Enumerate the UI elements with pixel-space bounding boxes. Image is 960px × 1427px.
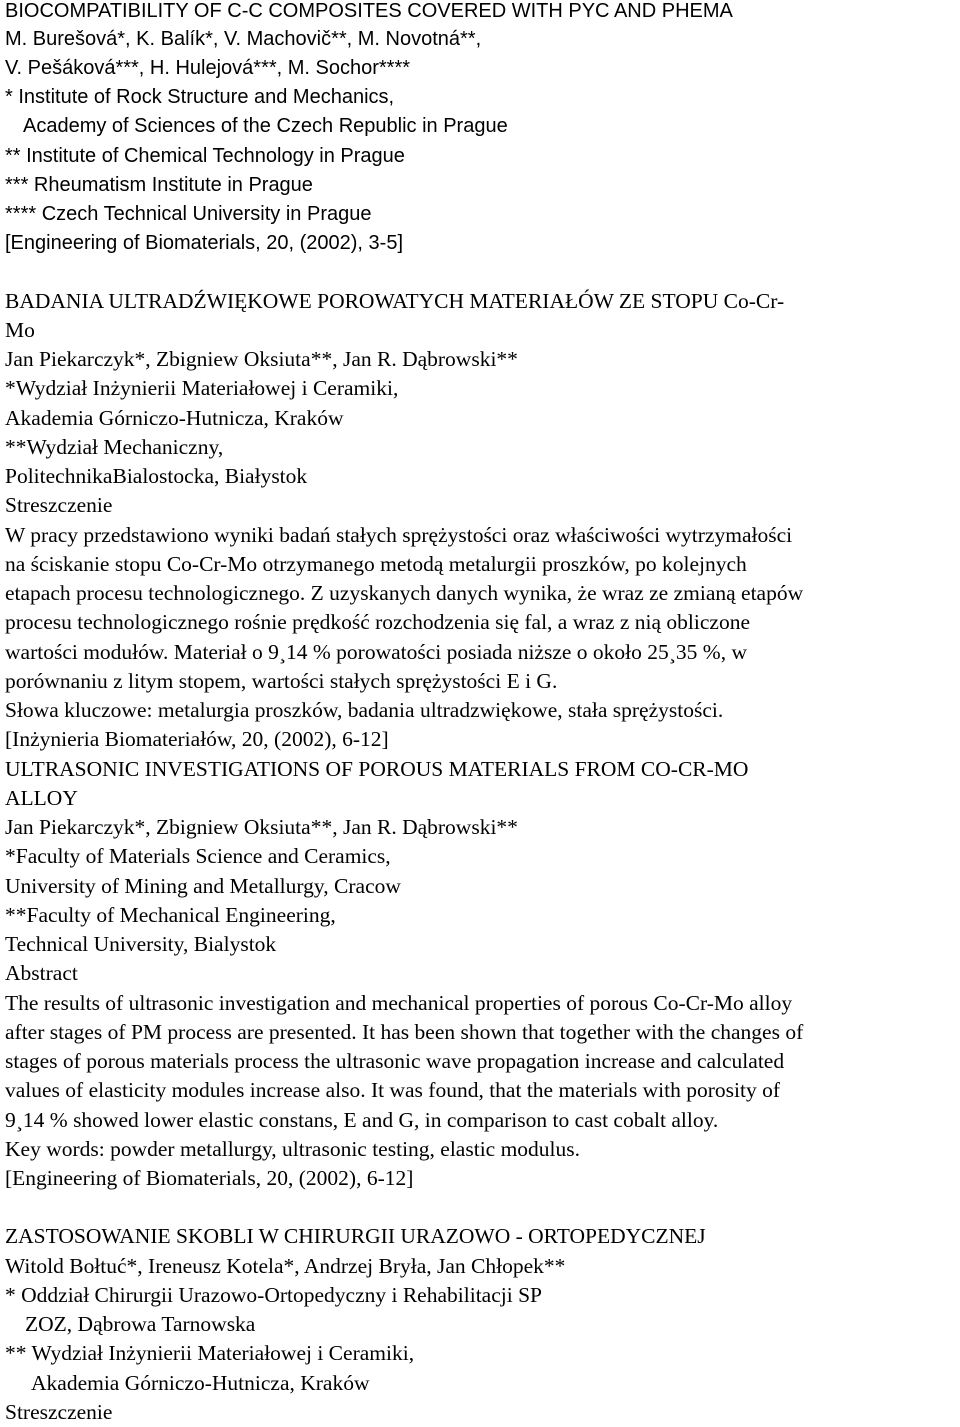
affiliation-line: ** Wydział Inżynierii Materiałowej i Ceramiki,: [5, 1341, 415, 1365]
author-line: M. Burešová*, K. Balík*, V. Machovič**, M. Novotná**,: [5, 28, 482, 50]
affiliation-line: * Institute of Rock Structure and Mechanics,: [5, 86, 395, 108]
abstract-line: wartości modułów. Materiał o 9¸14 % porowatości posiada niższe o około 25¸35 %, w: [5, 640, 747, 664]
abstract-heading: Streszczenie: [5, 493, 113, 517]
article-title: ALLOY: [5, 786, 78, 810]
abstract-line: The results of ultrasonic investigation and mechanical properties of porous Co-Cr-Mo alloy: [5, 991, 793, 1015]
citation: [Inżynieria Biomateriałów, 20, (2002), 6-12]: [5, 727, 389, 751]
affiliation-line: Akademia Górniczo-Hutnicza, Kraków: [31, 1371, 370, 1395]
author-line: Jan Piekarczyk*, Zbigniew Oksiuta**, Jan R. Dąbrowski**: [5, 347, 518, 371]
affiliation-line: Academy of Sciences of the Czech Republic in Prague: [23, 115, 508, 137]
keywords: Słowa kluczowe: metalurgia proszków, badania ultradzwiękowe, stała sprężystości.: [5, 698, 724, 722]
abstract-line: porównaniu z litym stopem, wartości stałych sprężystości E i G.: [5, 669, 558, 693]
article-title: Mo: [5, 318, 35, 342]
keywords: Key words: powder metallurgy, ultrasonic testing, elastic modulus.: [5, 1137, 581, 1161]
abstract-line: na ściskanie stopu Co-Cr-Mo otrzymanego metodą metalurgii proszków, po kolejnych: [5, 552, 747, 576]
affiliation-line: * Oddział Chirurgii Urazowo-Ortopedyczny i Rehabilitacji SP: [5, 1283, 542, 1307]
affiliation-line: **Wydział Mechaniczny,: [5, 435, 224, 459]
article-title: ULTRASONIC INVESTIGATIONS OF POROUS MATERIALS FROM CO-CR-MO: [5, 757, 749, 781]
affiliation-line: **** Czech Technical University in Prague: [5, 203, 372, 225]
abstract-line: stages of porous materials process the ultrasonic wave propagation increase and calculated: [5, 1049, 785, 1073]
author-line: Jan Piekarczyk*, Zbigniew Oksiuta**, Jan R. Dąbrowski**: [5, 815, 518, 839]
article-title: BIOCOMPATIBILITY OF C-C COMPOSITES COVERED WITH PYC AND PHEMA: [5, 0, 733, 22]
affiliation-line: University of Mining and Metallurgy, Cracow: [5, 874, 401, 898]
article-title: ZASTOSOWANIE SKOBLI W CHIRURGII URAZOWO - ORTOPEDYCZNEJ: [5, 1224, 706, 1248]
affiliation-line: ** Institute of Chemical Technology in Prague: [5, 145, 405, 167]
author-line: Witold Bołtuć*, Ireneusz Kotela*, Andrzej Bryła, Jan Chłopek**: [5, 1254, 566, 1278]
abstract-heading: Abstract: [5, 961, 78, 985]
abstract-line: etapach procesu technologicznego. Z uzyskanych danych wynika, że wraz ze zmianą etapów: [5, 581, 804, 605]
affiliation-line: ZOZ, Dąbrowa Tarnowska: [25, 1312, 256, 1336]
affiliation-line: **Faculty of Mechanical Engineering,: [5, 903, 336, 927]
affiliation-line: Technical University, Bialystok: [5, 932, 277, 956]
citation: [Engineering of Biomaterials, 20, (2002), 3-5]: [5, 232, 403, 254]
article-title: BADANIA ULTRADŹWIĘKOWE POROWATYCH MATERIAŁÓW ZE STOPU Co-Cr-: [5, 289, 785, 313]
affiliation-line: Akademia Górniczo-Hutnicza, Kraków: [5, 406, 344, 430]
abstract-heading: Streszczenie: [5, 1400, 113, 1424]
affiliation-line: *Faculty of Materials Science and Ceramics,: [5, 844, 391, 868]
affiliation-line: *Wydział Inżynierii Materiałowej i Ceramiki,: [5, 376, 399, 400]
author-line: V. Pešáková***, H. Hulejová***, M. Sochor****: [5, 57, 411, 79]
abstract-line: W pracy przedstawiono wyniki badań stałych sprężystości oraz właściwości wytrzymałości: [5, 523, 793, 547]
abstract-line: after stages of PM process are presented. It has been shown that together with the changes of: [5, 1020, 804, 1044]
affiliation-line: *** Rheumatism Institute in Prague: [5, 174, 313, 196]
abstract-line: procesu technologicznego rośnie prędkość rozchodzenia się fal, a wraz z nią obliczone: [5, 610, 751, 634]
citation: [Engineering of Biomaterials, 20, (2002), 6-12]: [5, 1166, 414, 1190]
abstract-line: values of elasticity modules increase also. It was found, that the materials with porosity of: [5, 1078, 780, 1102]
affiliation-line: PolitechnikaBialostocka, Białystok: [5, 464, 308, 488]
abstract-line: 9¸14 % showed lower elastic constans, E and G, in comparison to cast cobalt alloy.: [5, 1108, 719, 1132]
